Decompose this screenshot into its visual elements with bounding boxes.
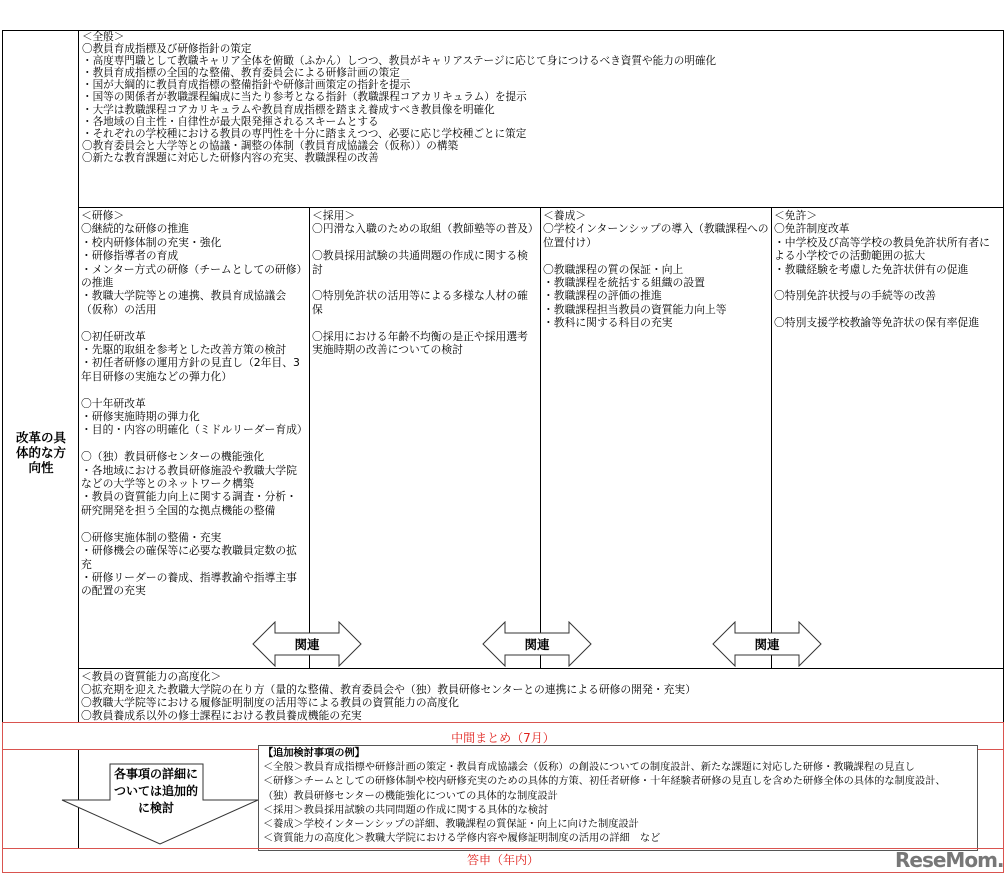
text-line: ・先駆的取組を参考とした改善方策の検討 [81,343,287,357]
teacher-training-column [543,209,769,330]
text-line: ・それぞれの学校種における教員の専門性を十分に踏まえつつ、必要に応じ学校種ごとに策定 [82,127,527,140]
text-line: ＜免許＞ [774,209,818,222]
text-line [81,383,307,396]
final-report-row: 答申（年内） [2,848,1004,873]
text-line: 〇採用における年齢不均衡の是正や採用選考実施時期の改善についての検討 [312,329,528,357]
divider [771,207,772,668]
text-line: ＜養成＞学校インターンシップの詳細、教職課程の質保証・向上に向けた制度設計 [263,819,639,831]
text-line: ・教職課程担当教員の資質能力向上等 [543,302,727,316]
text-line: ＜採用＞ [312,209,356,222]
text-line [774,276,1000,289]
text-line: 〇（独）教員研修センターの機能強化 [81,450,265,464]
text-line: ・国等の関係者が教職課程編成に当たり参考となる指針（教職課程コアカリキュラム）を提示 [82,91,527,104]
text-line: 〇十年研改革 [81,396,146,410]
text-line: ・初任者研修の運用方針の見直し（2年目、3年目研修の実施などの弾力化） [81,356,300,383]
text-line: ・教員育成指標の全国的な整備、教育委員会による研修計画の策定 [82,67,400,80]
interim-report-row: 中間まとめ（7月） [2,722,1004,750]
text-line: ＜研修＞チームとしての研修体制や校内研修充実のための具体的方策、初任者研修・十年経験者研修の見直しを含めた研修全体の具体的な制度設計、 [263,776,946,788]
text-line: 〇免許制度改革 [774,222,850,236]
text-line: ＜全般＞教員育成指標や研修計画の策定・教員育成協議会（仮称）の創設についての制度設計、新たな課題に対応した研修・教職課程の見直し [263,762,915,774]
additional-items-box [258,745,978,851]
text-line: 〇拡充期を迎えた教職大学院の在り方（量的な整備、教育委員会や（独）教員研修センターとの連携による研修の開発・充実） [81,683,696,696]
text-line: 〇教職大学院等における履修証明制度の活用等による教員の資質能力の高度化 [81,696,459,709]
general-section [82,31,716,164]
text-line: ・国が大綱的に教員育成指標の整備指針や研修計画策定の指針を提示 [82,79,411,92]
related-arrow [712,621,822,667]
text-line: ・大学は教職課程コアカリキュラムや教員育成指標を踏まえ養成すべき教員像を明確化 [82,103,495,116]
text-line: ＜資質能力の高度化＞教職大学院における学修内容や履修証明制度の活用の詳細 など [263,833,661,845]
related-arrow [252,621,362,667]
down-arrow-text: 各事項の詳細については追加的に検討 [113,767,198,815]
text-line: ＜養成＞ [543,209,587,222]
text-line: 〇教員養成系以外の修士課程における教員養成機能の充実 [81,709,362,722]
text-line: ・教科に関する科目の充実 [543,316,673,330]
divider [540,207,541,668]
text-line: ・研修指導者の育成 [81,249,179,263]
text-line: ・各地域における教員研修施設や教職大学院などの大学等とのネットワーク構築 [81,463,297,491]
related-label: 関連 [754,637,780,652]
text-line: ＜採用＞教員採用試験の共同問題の作成に関する具体的な検討 [263,804,549,816]
recruitment-column [312,209,538,356]
resemom-logo: ReseMom. [895,848,1004,872]
text-line: ・研修機会の確保等に必要な教職員定数の拡充 [81,544,297,571]
related-label: 関連 [294,637,320,652]
text-line [312,236,538,249]
divider [78,30,79,723]
text-line: 〇教員育成指標及び研修指針の策定 [82,43,252,56]
text-line: 〇特別免許状授与の手続等の改善 [774,289,936,303]
text-line: 〇特別支援学校教諭等免許状の保有率促進 [774,316,980,330]
text-line: ＜全般＞ [82,31,125,43]
divider [78,668,1004,669]
text-line: ・教員の資質能力向上に関する調査・分析・研究開発を担う全国的な拠点機能の整備 [81,490,297,517]
text-line: 〇円滑な入職のための取組（教師塾等の普及） [312,222,539,236]
related-arrow [482,621,592,667]
text-line: 〇特別免許状の活用等による多様な人材の確保 [312,289,528,316]
text-line: ・校内研修体制の充実・強化 [81,235,222,249]
text-line: ＜研修＞ [81,209,125,222]
license-column [774,209,1000,330]
text-line: 〇教員採用試験の共通問題の作成に関する検討 [312,249,528,276]
text-line [81,517,307,530]
text-line: ・教職経験を考慮した免許状併有の促進 [774,262,969,276]
divider [309,207,310,668]
text-line: ・教職課程の評価の推進 [543,289,662,303]
text-line [312,276,538,289]
text-line [81,437,307,450]
row-label: 改革の具体的な方向性 [15,430,66,475]
text-line: 〇学校インターンシップの導入（教職課程への位置付け） [543,222,769,249]
text-line: ・高度専門職として教職キャリア全体を俯瞰（ふかん）しつつ、教員がキャリアステージに応じて身につけるべき資質や能力の明確化 [82,55,717,68]
text-line: 〇研修実施体制の整備・充実 [81,530,222,544]
down-arrow [60,752,260,846]
text-line: ・研修実施時期の弾力化 [81,410,200,424]
text-line: ・教職課程を統括する組織の設置 [543,276,705,290]
text-line: ・研修リーダーの養成、指導教諭や指導主事の配置の充実 [81,570,297,598]
text-line: ・目的・内容の明確化（ミドルリーダー育成） [81,423,308,437]
quality-section [81,670,696,722]
divider [78,207,1004,208]
text-line [543,249,769,262]
text-line: 〇教育委員会と大学等との協議・調整の体制（教員育成協議会（仮称））の構築 [82,139,459,152]
text-line: 〇初任研改革 [81,329,146,343]
text-line [774,303,1000,316]
text-line: ＜教員の資質能力の高度化＞ [81,670,222,683]
text-line [81,316,307,329]
related-label: 関連 [524,637,550,652]
text-line: ・メンター方式の研修（チームとしての研修）の推進 [81,262,302,290]
text-line [312,316,538,329]
text-line: ・各地域の自主性・自律性が最大限発揮されるスキームとする [82,115,379,128]
text-line: （独）教員研修センターの機能強化についての具体的な制度設計 [263,790,558,802]
text-line: 〇新たな教育課題に対応した研修内容の充実、教職課程の改善 [82,151,379,164]
text-line: 〇教職課程の質の保証・向上 [543,262,684,276]
text-line: ・教職大学院等との連携、教員育成協議会（仮称）の活用 [81,289,287,316]
additional-title: 【追加検討事項の例】 [263,748,365,759]
training-column [81,209,307,598]
text-line: ・中学校及び高等学校の教員免許状所有者による小学校での活動範囲の拡大 [774,235,990,263]
text-line: 〇継続的な研修の推進 [81,222,189,236]
